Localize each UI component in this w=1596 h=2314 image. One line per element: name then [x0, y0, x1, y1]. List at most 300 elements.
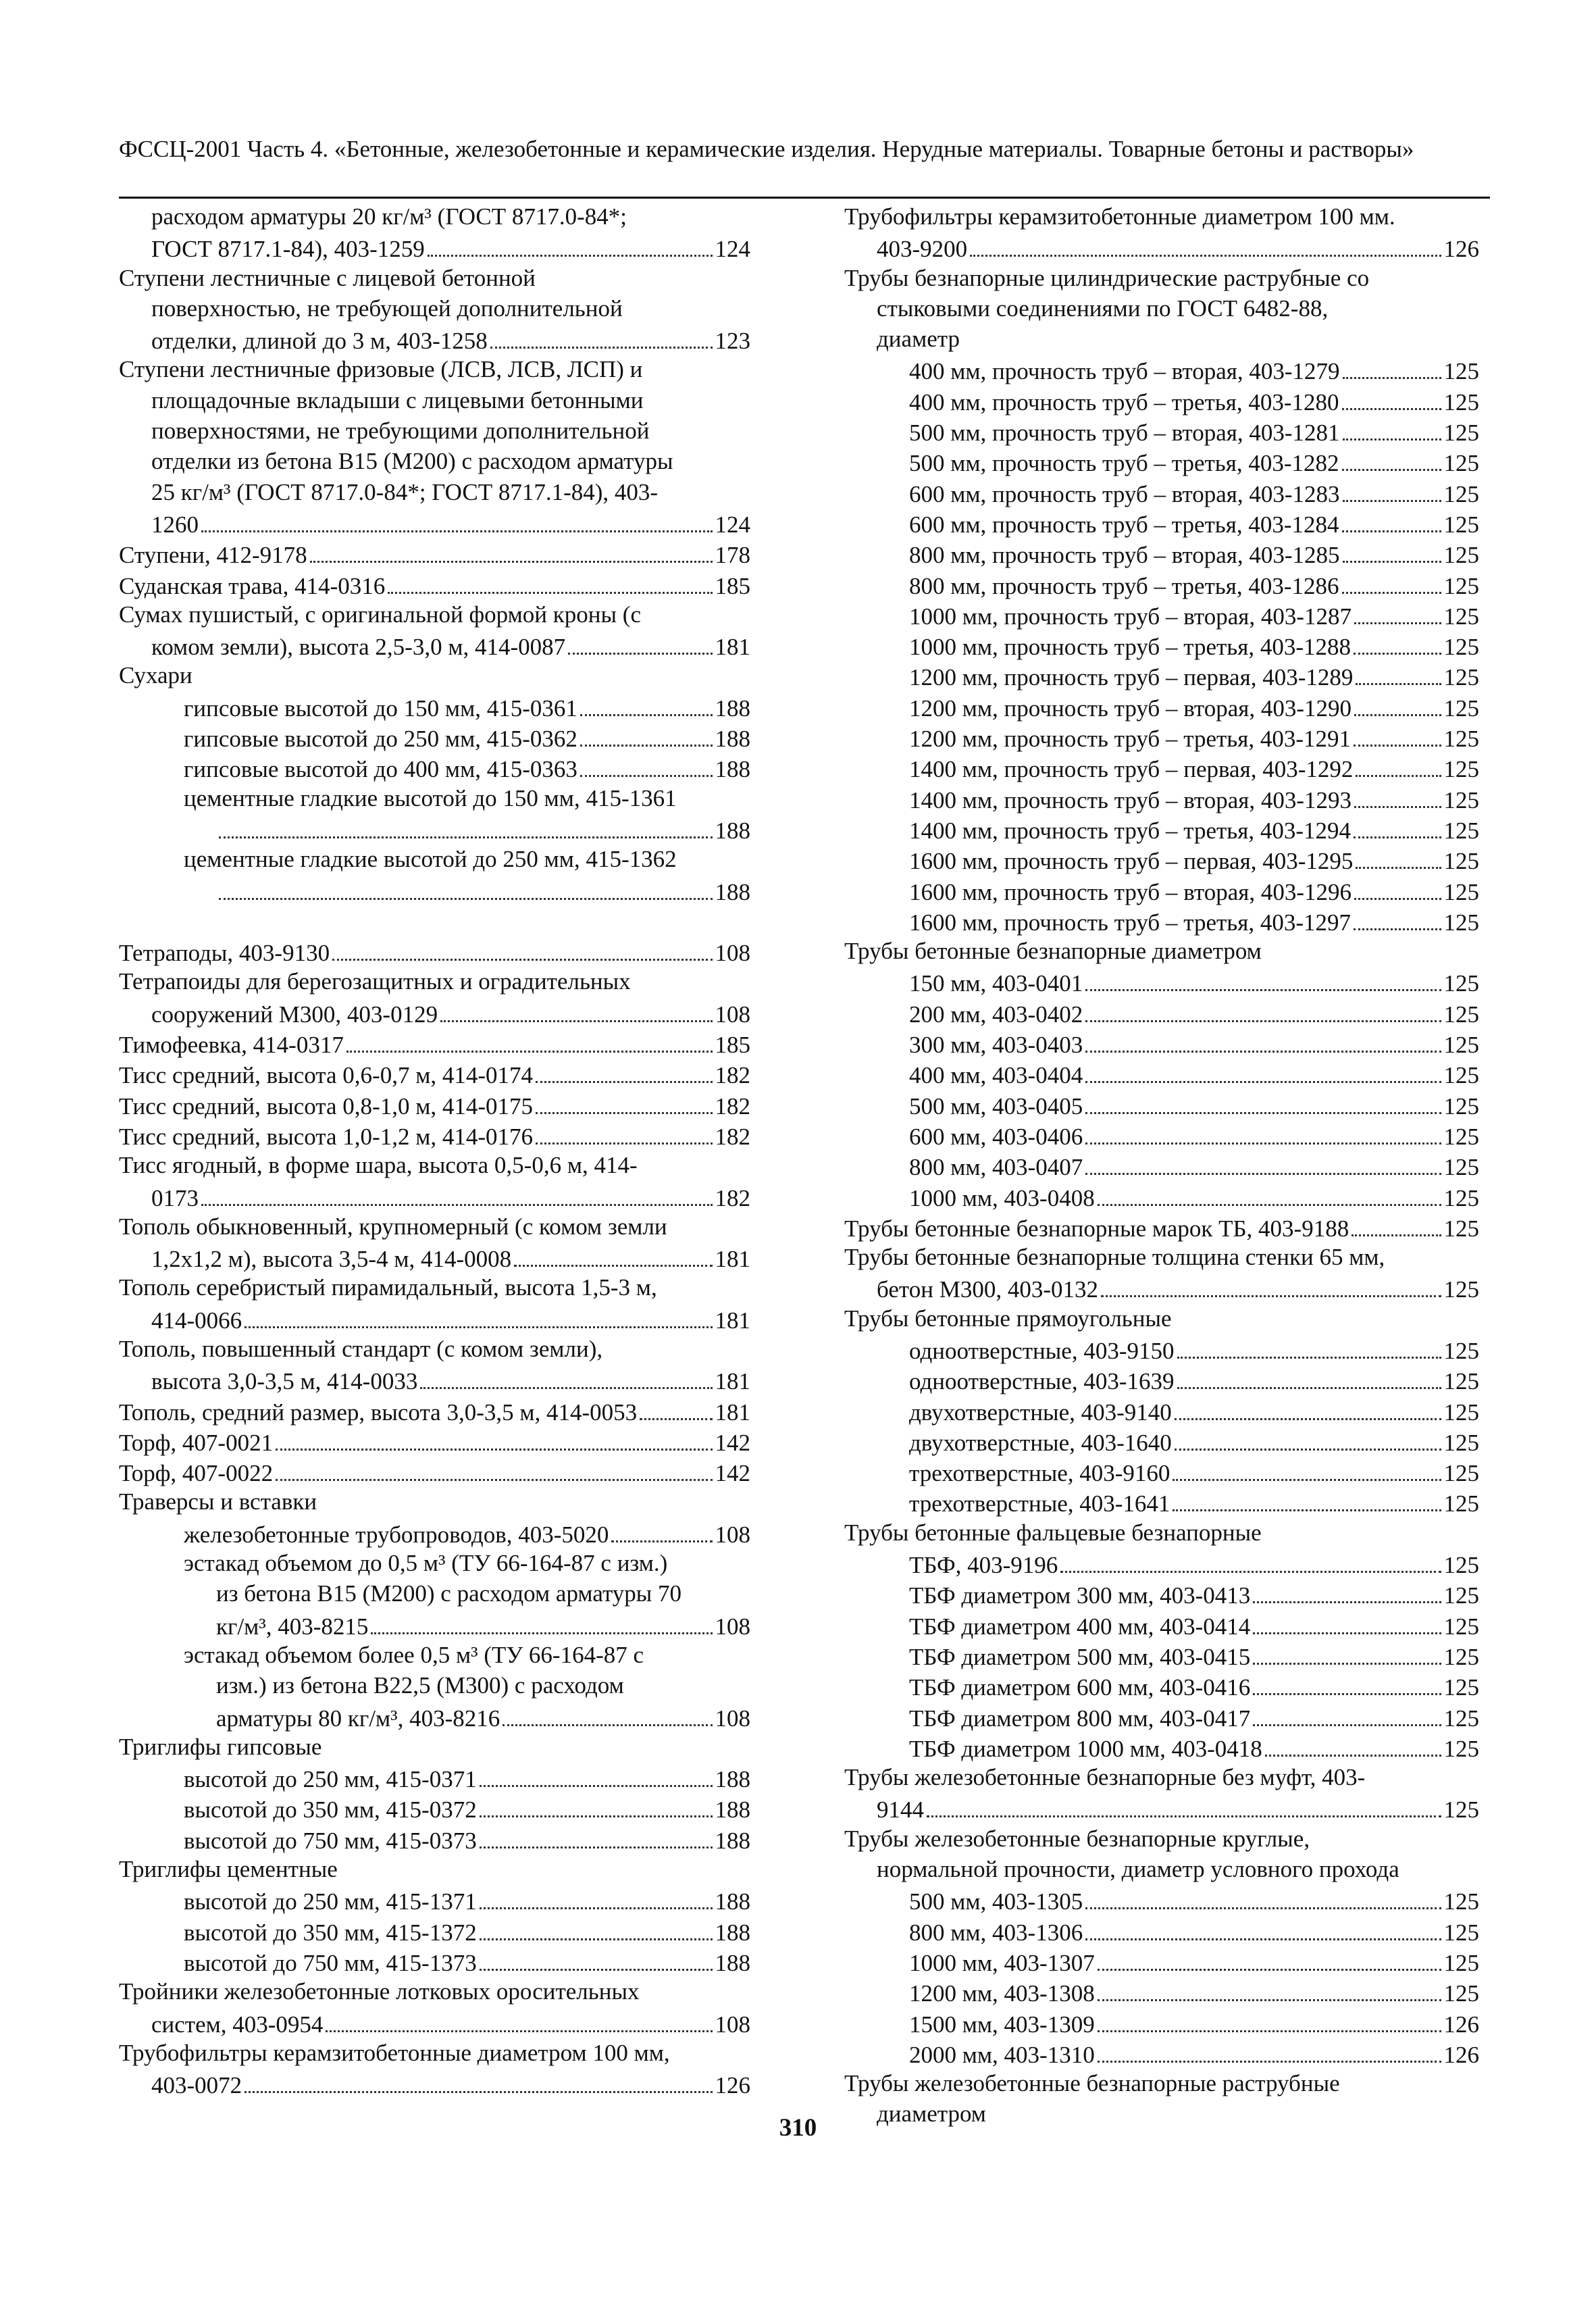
index-entry — [119, 354, 750, 384]
entry-text: 600 мм, прочность труб – третья, 403-1284 — [909, 511, 1339, 538]
index-entry — [844, 1670, 1479, 1701]
dot-leader — [580, 752, 713, 777]
index-entry — [844, 477, 1479, 507]
page-reference: 125 — [1443, 970, 1479, 997]
page-reference: 125 — [1443, 726, 1479, 753]
dot-leader — [640, 1395, 712, 1420]
dot-leader — [310, 538, 713, 563]
index-entry — [119, 569, 750, 599]
page-reference: 125 — [1443, 1582, 1479, 1609]
entry-text: гипсовые высотой до 250 мм, 415-0362 — [184, 726, 577, 753]
page-reference: 124 — [715, 236, 750, 263]
page-reference: 125 — [1443, 603, 1479, 630]
page-reference: 125 — [1443, 1735, 1479, 1762]
page-reference: 125 — [1443, 1399, 1479, 1426]
index-entry — [844, 844, 1479, 874]
page-reference: 123 — [715, 328, 750, 355]
index-entry — [119, 1548, 750, 1578]
page-reference: 188 — [715, 726, 750, 753]
entry-text: высотой до 750 мм, 415-1373 — [184, 1949, 477, 1976]
dot-leader — [1354, 905, 1441, 930]
index-entry — [844, 569, 1479, 599]
dot-leader — [1253, 1640, 1441, 1665]
entry-text: 600 мм, 403-0406 — [909, 1123, 1083, 1150]
page-reference: 185 — [715, 1032, 750, 1059]
dot-leader — [371, 1609, 712, 1634]
dot-leader — [1354, 691, 1441, 716]
index-entry — [119, 660, 750, 690]
index-entry — [844, 1609, 1479, 1640]
entry-text: отделки, длиной до 3 м, 403-1258 — [151, 328, 488, 355]
index-entry — [119, 1578, 750, 1609]
dot-leader — [536, 1120, 713, 1145]
entry-text: высотой до 750 мм, 415-0373 — [184, 1827, 477, 1854]
entry-text: стыковыми соединениями по ГОСТ 6482-88, — [877, 295, 1329, 322]
entry-text: Трубы бетонные фальцевые безнапорные — [844, 1519, 1262, 1546]
index-entry — [119, 844, 750, 874]
index-entry — [119, 507, 750, 538]
dot-leader — [1342, 507, 1441, 532]
page-reference: 125 — [1443, 1032, 1479, 1059]
page-reference: 108 — [715, 1001, 750, 1028]
index-entry — [844, 752, 1479, 782]
page-reference: 188 — [715, 1949, 750, 1976]
page-reference: 125 — [1443, 909, 1479, 936]
index-entry — [844, 691, 1479, 722]
entry-text: 800 мм, прочность труб – вторая, 403-1285 — [909, 542, 1340, 569]
index-entry — [119, 1364, 750, 1394]
page-reference: 125 — [1443, 1980, 1479, 2007]
entry-text: ТБФ, 403-9196 — [909, 1552, 1058, 1579]
index-entry — [119, 1334, 750, 1364]
entry-text: Трубофильтры керамзитобетонные диаметром 100 мм, — [119, 2039, 670, 2066]
index-entry — [119, 1181, 750, 1211]
entry-text: отделки из бетона В15 (М200) с расходом арматуры — [151, 448, 673, 475]
index-entry — [844, 1548, 1479, 1578]
entry-text: Тимофеевка, 414-0317 — [119, 1032, 344, 1059]
page-reference: 125 — [1443, 1460, 1479, 1487]
index-entry — [844, 936, 1479, 966]
entry-text: гипсовые высотой до 150 мм, 415-0361 — [184, 695, 577, 722]
dot-leader — [1098, 2038, 1441, 2063]
index-entry — [844, 446, 1479, 476]
dot-leader — [1253, 1609, 1441, 1634]
running-header: ФССЦ-2001 Часть 4. «Бетонные, железобетонные и керамические изделия. Нерудные материалы. Товарные бетоны и растворы» — [119, 136, 1414, 162]
entry-text: Тетрапоиды для берегозащитных и оградительных — [119, 968, 631, 995]
entry-text: поверхностью, не требующей дополнительной — [151, 295, 623, 322]
entry-text: диаметром — [877, 2101, 986, 2128]
dot-leader — [1177, 1364, 1441, 1389]
page-reference: 125 — [1443, 1368, 1479, 1395]
page-reference: 125 — [1443, 450, 1479, 477]
index-entry — [844, 630, 1479, 660]
page-reference: 125 — [1443, 1552, 1479, 1579]
index-entry — [844, 1120, 1479, 1150]
entry-text: комом земли), высота 2,5-3,0 м, 414-0087 — [151, 634, 566, 661]
dot-leader — [1101, 1272, 1441, 1297]
entry-text: изм.) из бетона В22,5 (М300) с расходом — [216, 1672, 624, 1699]
entry-text: ТБФ диаметром 300 мм, 403-0413 — [909, 1582, 1251, 1609]
entry-text: поверхностями, не требующими дополнительной — [151, 418, 650, 445]
page-reference: 181 — [715, 634, 750, 661]
entry-text: Трубы бетонные безнапорные диаметром — [844, 938, 1262, 965]
index-entry — [844, 293, 1479, 324]
dot-leader — [201, 1181, 713, 1206]
entry-text: 500 мм, прочность труб – вторая, 403-1281 — [909, 420, 1340, 447]
index-entry — [844, 875, 1479, 905]
index-entry — [844, 997, 1479, 1028]
index-entry — [119, 1517, 750, 1548]
entry-text: 1400 мм, прочность труб – первая, 403-1292 — [909, 756, 1354, 783]
dot-leader — [580, 691, 713, 716]
entry-text: Ступени, 412-9178 — [119, 542, 307, 569]
page-reference: 182 — [715, 1062, 750, 1089]
entry-text: высотой до 250 мм, 415-1371 — [184, 1888, 477, 1915]
entry-text: Тетраподы, 403-9130 — [119, 940, 330, 967]
page-reference: 124 — [715, 511, 750, 538]
page-reference: 125 — [1443, 358, 1479, 385]
entry-text: трехотверстные, 403-1641 — [909, 1490, 1170, 1517]
page-reference: 188 — [715, 1766, 750, 1793]
entry-text: Трубы железобетонные безнапорные раструбные — [844, 2070, 1340, 2097]
entry-text: 500 мм, 403-0405 — [909, 1092, 1083, 1120]
entry-text: Торф, 407-0022 — [119, 1460, 274, 1487]
page-reference: 126 — [715, 2072, 750, 2099]
entry-text: ГОСТ 8717.1-84), 403-1259 — [151, 236, 425, 263]
index-entry — [119, 630, 750, 660]
entry-text: Сумах пушистый, с оригинальной формой кроны (с — [119, 601, 641, 628]
dot-leader — [219, 875, 713, 900]
page-reference: 125 — [1443, 1337, 1479, 1364]
dot-leader — [420, 1364, 712, 1389]
page-reference: 125 — [1443, 786, 1479, 813]
index-entry — [119, 1854, 750, 1884]
index-column-left — [119, 201, 750, 2098]
entry-text: диаметр — [877, 326, 960, 353]
index-entry — [119, 477, 750, 507]
dot-leader — [1352, 1211, 1441, 1236]
page-reference: 181 — [715, 1307, 750, 1334]
dot-leader — [276, 1426, 712, 1451]
entry-text: Трубы безнапорные цилиндрические раструбные со — [844, 264, 1370, 291]
entry-text: Триглифы цементные — [119, 1856, 338, 1883]
page-reference: 125 — [1443, 1215, 1479, 1242]
page-reference: 142 — [715, 1460, 750, 1487]
index-entry — [119, 1976, 750, 2007]
entry-text: 1200 мм, 403-1308 — [909, 1980, 1095, 2007]
page-reference: 125 — [1443, 756, 1479, 783]
index-entry — [119, 813, 750, 844]
index-entry — [844, 1762, 1479, 1792]
dot-leader — [1253, 1670, 1441, 1695]
index-entry — [119, 263, 750, 293]
page-reference: 182 — [715, 1123, 750, 1150]
dot-leader — [1354, 599, 1441, 624]
index-entry — [844, 1058, 1479, 1088]
page-reference: 125 — [1443, 388, 1479, 416]
page-reference: 182 — [715, 1184, 750, 1211]
entry-text: 150 мм, 403-0401 — [909, 970, 1083, 997]
index-entry — [844, 1915, 1479, 1946]
page-reference: 125 — [1443, 1276, 1479, 1303]
index-entry — [119, 1732, 750, 1762]
entry-text: бетон М300, 403-0132 — [877, 1276, 1098, 1303]
entry-text: 400 мм, прочность труб – вторая, 403-1279 — [909, 358, 1340, 385]
page-reference: 182 — [715, 1092, 750, 1120]
index-entry — [119, 1456, 750, 1486]
dot-leader — [536, 1058, 713, 1083]
page-reference: 108 — [715, 1521, 750, 1548]
index-entry — [844, 599, 1479, 630]
index-entry — [119, 385, 750, 416]
index-entry — [844, 1884, 1479, 1915]
page-reference: 181 — [715, 1399, 750, 1426]
entry-text: гипсовые высотой до 400 мм, 415-0363 — [184, 756, 577, 783]
dot-leader — [568, 630, 712, 655]
index-entry — [119, 1823, 750, 1854]
dot-leader — [1343, 477, 1441, 502]
page-reference: 178 — [715, 542, 750, 569]
entry-text: Трубофильтры керамзитобетонные диаметром 100 мм. — [844, 203, 1395, 230]
page-reference: 125 — [1443, 1001, 1479, 1028]
page-reference: 125 — [1443, 420, 1479, 447]
dot-leader — [1342, 446, 1441, 471]
page-number: 310 — [779, 2114, 817, 2142]
index-entry — [844, 722, 1479, 752]
entry-text: 600 мм, прочность труб – вторая, 403-1283 — [909, 480, 1340, 507]
page-reference: 188 — [715, 695, 750, 722]
dot-leader — [1342, 569, 1441, 594]
index-entry — [844, 1456, 1479, 1486]
entry-text: Трубы бетонные безнапорные толщина стенки 65 мм, — [844, 1244, 1385, 1271]
page-reference: 126 — [1443, 236, 1479, 263]
entry-text: Триглифы гипсовые — [119, 1733, 322, 1760]
dot-leader — [480, 1823, 713, 1848]
entry-text: сооружений М300, 403-0129 — [151, 1001, 438, 1028]
index-entry — [119, 201, 750, 232]
index-entry — [844, 1701, 1479, 1732]
index-entry — [844, 1089, 1479, 1120]
index-entry — [119, 1303, 750, 1334]
index-entry — [119, 1150, 750, 1180]
entry-text: 1500 мм, 403-1309 — [909, 2011, 1095, 2038]
dot-leader — [1354, 783, 1441, 808]
entry-text: ТБФ диаметром 500 мм, 403-0415 — [909, 1643, 1251, 1670]
entry-text: железобетонные трубопроводов, 403-5020 — [184, 1521, 609, 1548]
entry-text: Траверсы и вставки — [119, 1488, 317, 1515]
dot-leader — [1343, 416, 1441, 441]
entry-text: 1200 мм, прочность труб – третья, 403-1291 — [909, 726, 1351, 753]
page-reference: 125 — [1443, 695, 1479, 722]
entry-text: Тополь, средний размер, высота 3,0-3,5 м, 414-0053 — [119, 1399, 638, 1426]
entry-text: 1000 мм, прочность труб – третья, 403-1288 — [909, 634, 1351, 661]
index-entry — [844, 1578, 1479, 1609]
entry-text: 403-9200 — [877, 236, 968, 263]
entry-text: эстакад объемом до 0,5 м³ (ТУ 66-164-87 с изм.) — [184, 1550, 668, 1577]
dot-leader — [428, 232, 713, 257]
index-entry — [844, 905, 1479, 936]
index-entry — [119, 691, 750, 722]
page-reference: 108 — [715, 1705, 750, 1732]
index-entry — [119, 1089, 750, 1120]
entry-text: Тополь, повышенный стандарт (с комом земли), — [119, 1335, 603, 1362]
index-entry — [119, 752, 750, 782]
index-entry — [844, 2068, 1479, 2098]
index-entry — [119, 936, 750, 966]
dot-leader — [1173, 1486, 1441, 1511]
index-entry — [844, 1303, 1479, 1334]
entry-text: Тополь серебристый пирамидальный, высота 1,5-3 м, — [119, 1274, 657, 1301]
entry-text: цементные гладкие высотой до 150 мм, 415-1361 — [184, 784, 677, 811]
entry-text: 1,2х1,2 м), высота 3,5-4 м, 414-0008 — [151, 1246, 512, 1273]
dot-leader — [1060, 1548, 1441, 1573]
dot-leader — [480, 1946, 713, 1971]
index-entry — [119, 875, 750, 905]
index-entry — [844, 1242, 1479, 1272]
page-reference: 125 — [1443, 1490, 1479, 1517]
entry-text: Трубы железобетонные безнапорные круглые, — [844, 1825, 1310, 1852]
dot-leader — [611, 1517, 712, 1542]
page-reference: 125 — [1443, 1888, 1479, 1915]
entry-text: 400 мм, 403-0404 — [909, 1062, 1083, 1089]
index-entry — [119, 2068, 750, 2098]
page-reference: 188 — [715, 756, 750, 783]
index-entry — [844, 783, 1479, 813]
page-reference: 125 — [1443, 1092, 1479, 1120]
dot-leader — [332, 936, 712, 961]
entry-text: 1000 мм, 403-1307 — [909, 1949, 1095, 1976]
entry-text: 800 мм, 403-0407 — [909, 1154, 1083, 1181]
entry-text: 1000 мм, 403-0408 — [909, 1184, 1095, 1211]
index-entry — [119, 1640, 750, 1670]
dot-leader — [480, 1884, 713, 1909]
index-entry — [844, 1486, 1479, 1517]
index-entry — [844, 1028, 1479, 1058]
entry-text: 400 мм, прочность труб – третья, 403-1280 — [909, 388, 1339, 416]
index-entry — [844, 1640, 1479, 1670]
index-entry — [844, 507, 1479, 538]
entry-text: 300 мм, 403-0403 — [909, 1032, 1083, 1059]
page-reference: 125 — [1443, 511, 1479, 538]
entry-text: арматуры 80 кг/м³, 403-8216 — [216, 1705, 500, 1732]
index-entry — [119, 599, 750, 630]
entry-text: 500 мм, 403-1305 — [909, 1888, 1083, 1915]
index-entry — [844, 1732, 1479, 1762]
page-reference: 125 — [1443, 1949, 1479, 1976]
page-reference: 108 — [715, 1613, 750, 1640]
index-entry — [844, 1792, 1479, 1823]
dot-leader — [480, 1915, 713, 1940]
index-entry — [119, 1211, 750, 1242]
page-reference: 125 — [1443, 1674, 1479, 1701]
entry-text: систем, 403-0954 — [151, 2011, 324, 2038]
entry-text: Трубы железобетонные безнапорные без муфт, 403- — [844, 1764, 1366, 1791]
entry-text: Тисс средний, высота 0,8-1,0 м, 414-0175 — [119, 1092, 533, 1120]
dot-leader — [1098, 2007, 1441, 2032]
dot-leader — [326, 2007, 712, 2032]
index-entry — [119, 1272, 750, 1303]
dot-leader — [1356, 660, 1441, 685]
page-reference: 108 — [715, 2011, 750, 2038]
dot-leader — [480, 1762, 713, 1787]
entry-text: цементные гладкие высотой до 250 мм, 415-1362 — [184, 846, 677, 873]
entry-text: Трубы бетонные безнапорные марок ТБ, 403-9188 — [844, 1215, 1349, 1242]
index-entry — [844, 1976, 1479, 2007]
dot-leader — [1265, 1732, 1441, 1757]
entry-text: эстакад объемом более 0,5 м³ (ТУ 66-164-87 с — [184, 1641, 644, 1668]
index-entry — [844, 1181, 1479, 1211]
index-entry — [844, 416, 1479, 446]
page-reference: 188 — [715, 1796, 750, 1823]
page-reference: 125 — [1443, 1643, 1479, 1670]
entry-text: ТБФ диаметром 1000 мм, 403-0418 — [909, 1735, 1262, 1762]
page-reference: 125 — [1443, 1796, 1479, 1823]
index-entry — [844, 1364, 1479, 1394]
page-reference: 181 — [715, 1368, 750, 1395]
entry-text: Суданская трава, 414-0316 — [119, 572, 386, 599]
index-entry — [119, 1762, 750, 1792]
entry-text: Тисс ягодный, в форме шара, высота 0,5-0,6 м, 414- — [119, 1152, 638, 1179]
entry-text: расходом арматуры 20 кг/м³ (ГОСТ 8717.0-84*; — [151, 203, 627, 230]
dot-leader — [1253, 1578, 1441, 1603]
index-entry — [844, 263, 1479, 293]
index-entry — [119, 783, 750, 813]
entry-text: Торф, 407-0021 — [119, 1429, 274, 1456]
dot-leader — [1085, 1028, 1441, 1053]
dot-leader — [1356, 844, 1441, 869]
dot-leader — [1175, 1395, 1441, 1420]
dot-leader — [480, 1792, 713, 1817]
dot-leader — [1354, 813, 1441, 838]
entry-text: ТБФ диаметром 800 мм, 403-0417 — [909, 1705, 1251, 1732]
entry-text: 9144 — [877, 1796, 924, 1823]
page-reference: 108 — [715, 940, 750, 967]
page-reference: 125 — [1443, 1613, 1479, 1640]
index-entry — [119, 1792, 750, 1823]
index-entry — [844, 1211, 1479, 1242]
dot-leader — [1354, 875, 1441, 900]
dot-leader — [1343, 354, 1441, 379]
entry-text: высотой до 250 мм, 415-0371 — [184, 1766, 477, 1793]
entry-text: 800 мм, 403-1306 — [909, 1919, 1083, 1946]
page-reference: 125 — [1443, 634, 1479, 661]
index-entry — [119, 1395, 750, 1426]
entry-text: 1600 мм, прочность труб – третья, 403-1297 — [909, 909, 1351, 936]
index-entry — [119, 2038, 750, 2068]
entry-text: 0173 — [151, 1184, 199, 1211]
entry-text: трехотверстные, 403-9160 — [909, 1460, 1170, 1487]
dot-leader — [346, 1028, 713, 1053]
dot-leader — [503, 1701, 712, 1726]
index-entry — [844, 354, 1479, 384]
dot-leader — [1085, 966, 1441, 991]
entry-text: 1400 мм, прочность труб – третья, 403-1294 — [909, 817, 1351, 844]
dot-leader — [970, 232, 1441, 257]
index-entry — [844, 538, 1479, 568]
dot-leader — [1342, 385, 1441, 410]
dot-leader — [1177, 1334, 1441, 1359]
index-entry — [119, 416, 750, 446]
page-reference: 188 — [715, 817, 750, 844]
index-entry — [119, 1242, 750, 1272]
index-entry — [844, 1426, 1479, 1456]
page-reference: 188 — [715, 878, 750, 905]
dot-leader — [244, 1303, 712, 1328]
entry-text: 500 мм, прочность труб – третья, 403-1282 — [909, 450, 1339, 477]
entry-text: высотой до 350 мм, 415-0372 — [184, 1796, 477, 1823]
dot-leader — [1098, 1946, 1441, 1971]
header-divider — [119, 197, 1490, 199]
